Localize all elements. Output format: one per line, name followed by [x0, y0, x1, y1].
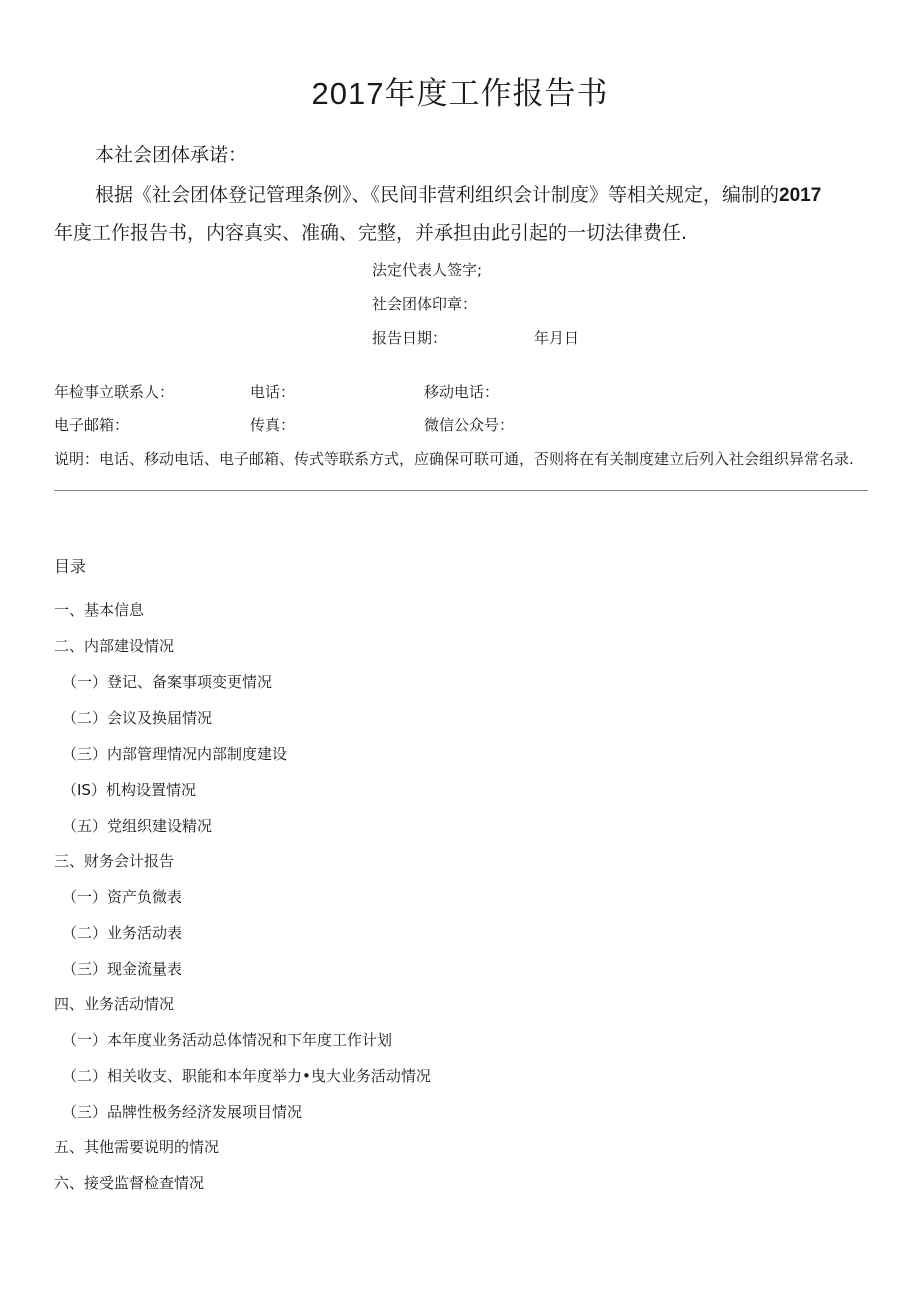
- toc-item: （三）品牌性极务经济发展项目情况: [62, 1103, 303, 1121]
- contact-person-label: 年检事立联系人：: [54, 383, 175, 401]
- report-date-value: 年月日: [534, 329, 580, 347]
- wechat-account-label: 微信公众号：: [424, 416, 515, 434]
- pledge-statement-line-2: 年度工作报告书，内容真实、准确、完整，并承担由此引起的一切法律费任.: [54, 222, 688, 244]
- toc-item: （三）现金流量表: [62, 960, 183, 978]
- report-title-text: 年度工作报告书: [384, 76, 609, 112]
- email-label: 电子邮箱：: [54, 416, 130, 434]
- section-divider: [54, 490, 868, 491]
- contact-note: 说明：电话、移动电话、电子邮箱、传式等联系方式，应确保可联可通，否则将在有关制度建立后列入社会组织异常名录.: [54, 450, 854, 468]
- report-title-year: 2017: [311, 76, 385, 111]
- toc-item: （二）业务活动表: [62, 924, 183, 942]
- toc-item: （三）内部管理情况内部制度建设: [62, 745, 288, 763]
- report-title: [0, 68, 920, 113]
- pledge-statement-text: 根据《社会团体登记管理条例》、《民间非营利组织会计制度》等相关规定，编制的: [95, 184, 780, 206]
- toc-item: 一、基本信息: [54, 601, 145, 619]
- report-date-label: 报告日期：: [372, 329, 448, 347]
- toc-item: （二）相关收支、职能和本年度举力•曳大业务活动情况: [62, 1067, 431, 1085]
- toc-item: 六、接受监督检查情况: [54, 1174, 205, 1192]
- mobile-phone-label: 移动电话：: [424, 383, 500, 401]
- toc-item: （一）资产负微表: [62, 888, 183, 906]
- organization-seal-label: 社会团体印章：: [372, 295, 478, 313]
- phone-label: 电话：: [250, 383, 296, 401]
- toc-item: （一）登记、备案事项变更情况: [62, 673, 273, 691]
- toc-item: （五）党组织建设精况: [62, 817, 213, 835]
- pledge-statement-line-1: [95, 180, 821, 207]
- toc-item: 三、财务会计报告: [54, 852, 175, 870]
- pledge-statement-year: 2017: [779, 185, 822, 206]
- fax-label: 传真：: [250, 416, 296, 434]
- toc-item: 四、业务活动情况: [54, 995, 175, 1013]
- toc-item: 五、其他需要说明的情况: [54, 1138, 220, 1156]
- toc-item: （二）会议及换届情况: [62, 709, 213, 727]
- toc-item: 二、内部建设情况: [54, 637, 175, 655]
- toc-item: （IS）机构设置情况: [62, 781, 196, 799]
- legal-representative-signature-label: 法定代表人签字;: [372, 261, 483, 279]
- pledge-heading: 本社会团体承诺：: [95, 144, 248, 166]
- toc-title: 目录: [54, 557, 87, 576]
- toc-item: （一）本年度业务活动总体情况和下年度工作计划: [62, 1031, 393, 1049]
